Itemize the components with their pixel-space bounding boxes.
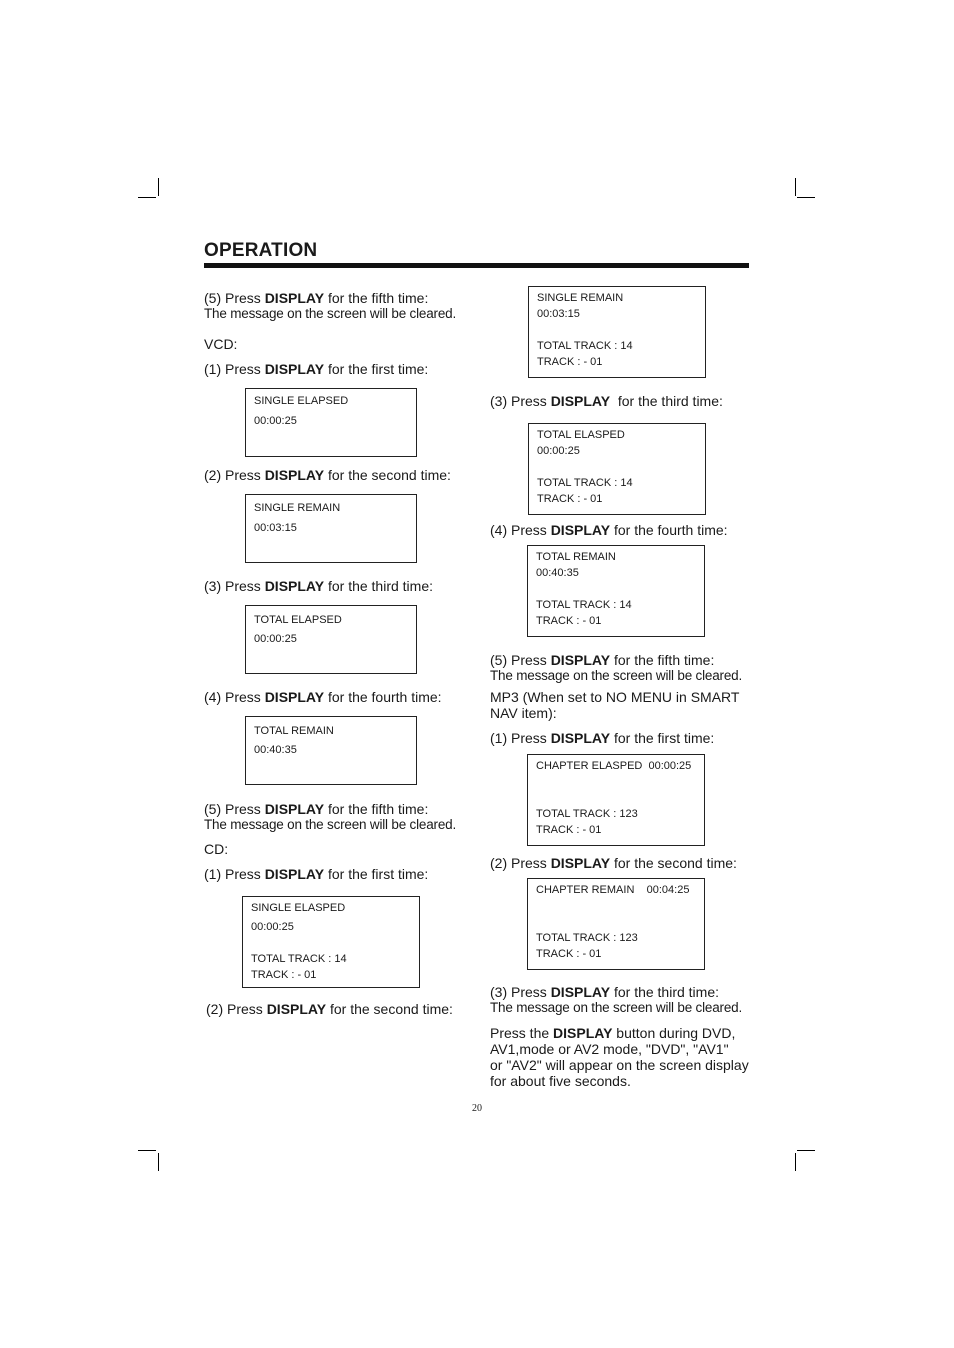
- step-text: (3) Press DISPLAY for the third time:: [490, 393, 723, 409]
- step-note: The message on the screen will be cleared.: [490, 1000, 742, 1015]
- info-paragraph: Press the DISPLAY button during DVD,: [490, 1025, 736, 1041]
- step-text: (4) Press DISPLAY for the fourth time:: [490, 522, 728, 538]
- step-text: (4) Press DISPLAY for the fourth time:: [204, 689, 442, 705]
- display-screen-box: TOTAL REMAIN 00:40:35: [245, 716, 417, 785]
- display-screen-box: TOTAL REMAIN 00:40:35 TOTAL TRACK : 14 TRACK : - 01: [527, 545, 705, 637]
- crop-mark: [138, 197, 156, 198]
- crop-mark: [795, 1153, 796, 1171]
- section-heading-mp3: NAV item):: [490, 705, 557, 721]
- step-text: (2) Press DISPLAY for the second time:: [204, 467, 451, 483]
- info-paragraph-line: for about five seconds.: [490, 1073, 631, 1089]
- info-paragraph-line: AV1,mode or AV2 mode, "DVD", "AV1": [490, 1041, 729, 1057]
- crop-mark: [795, 178, 796, 196]
- display-screen-box: TOTAL ELAPSED 00:00:25: [245, 605, 417, 674]
- page-title: OPERATION: [204, 240, 318, 261]
- page-number: 20: [472, 1103, 482, 1114]
- step-text: (1) Press DISPLAY for the first time:: [204, 866, 429, 882]
- step-text: (2) Press DISPLAY for the second time:: [490, 855, 737, 871]
- step-note: The message on the screen will be cleared.: [204, 817, 456, 832]
- display-screen-box: SINGLE REMAIN 00:03:15: [245, 494, 417, 563]
- step-text: (1) Press DISPLAY for the first time:: [204, 361, 429, 377]
- section-heading-cd: CD:: [204, 841, 229, 857]
- crop-mark: [797, 1150, 815, 1151]
- step-text: (5) Press DISPLAY for the fifth time:: [204, 801, 429, 817]
- crop-mark: [797, 197, 815, 198]
- step-text: (3) Press DISPLAY for the third time:: [204, 578, 434, 594]
- title-rule: [204, 263, 749, 268]
- display-screen-box: CHAPTER REMAIN 00:04:25 TOTAL TRACK : 123 TRACK : - 01: [527, 878, 705, 970]
- display-screen-box: SINGLE REMAIN 00:03:15 TOTAL TRACK : 14 TRACK : - 01: [528, 286, 706, 378]
- section-heading-mp3: MP3 (When set to NO MENU in SMART: [490, 689, 740, 705]
- step-note: The message on the screen will be cleared.: [490, 668, 742, 683]
- step-text: (2) Press DISPLAY for the second time:: [206, 1001, 453, 1017]
- display-screen-box: SINGLE ELASPED 00:00:25 TOTAL TRACK : 14 TRACK : - 01: [242, 896, 420, 988]
- step-text: (5) Press DISPLAY for the fifth time:: [490, 652, 715, 668]
- crop-mark: [158, 1153, 159, 1171]
- crop-mark: [158, 178, 159, 196]
- display-screen-box: CHAPTER ELASPED 00:00:25 TOTAL TRACK : 123 TRACK : - 01: [527, 754, 705, 846]
- step-text: (5) Press DISPLAY for the fifth time:: [204, 290, 429, 306]
- section-heading-vcd: VCD:: [204, 336, 238, 352]
- crop-mark: [138, 1150, 156, 1151]
- display-screen-box: SINGLE ELAPSED 00:00:25: [245, 388, 417, 457]
- step-text: (1) Press DISPLAY for the first time:: [490, 730, 715, 746]
- info-paragraph-line: or "AV2" will appear on the screen display: [490, 1057, 749, 1073]
- display-screen-box: TOTAL ELASPED 00:00:25 TOTAL TRACK : 14 TRACK : - 01: [528, 423, 706, 515]
- step-note: The message on the screen will be cleared.: [204, 306, 456, 321]
- step-text: (3) Press DISPLAY for the third time:: [490, 984, 720, 1000]
